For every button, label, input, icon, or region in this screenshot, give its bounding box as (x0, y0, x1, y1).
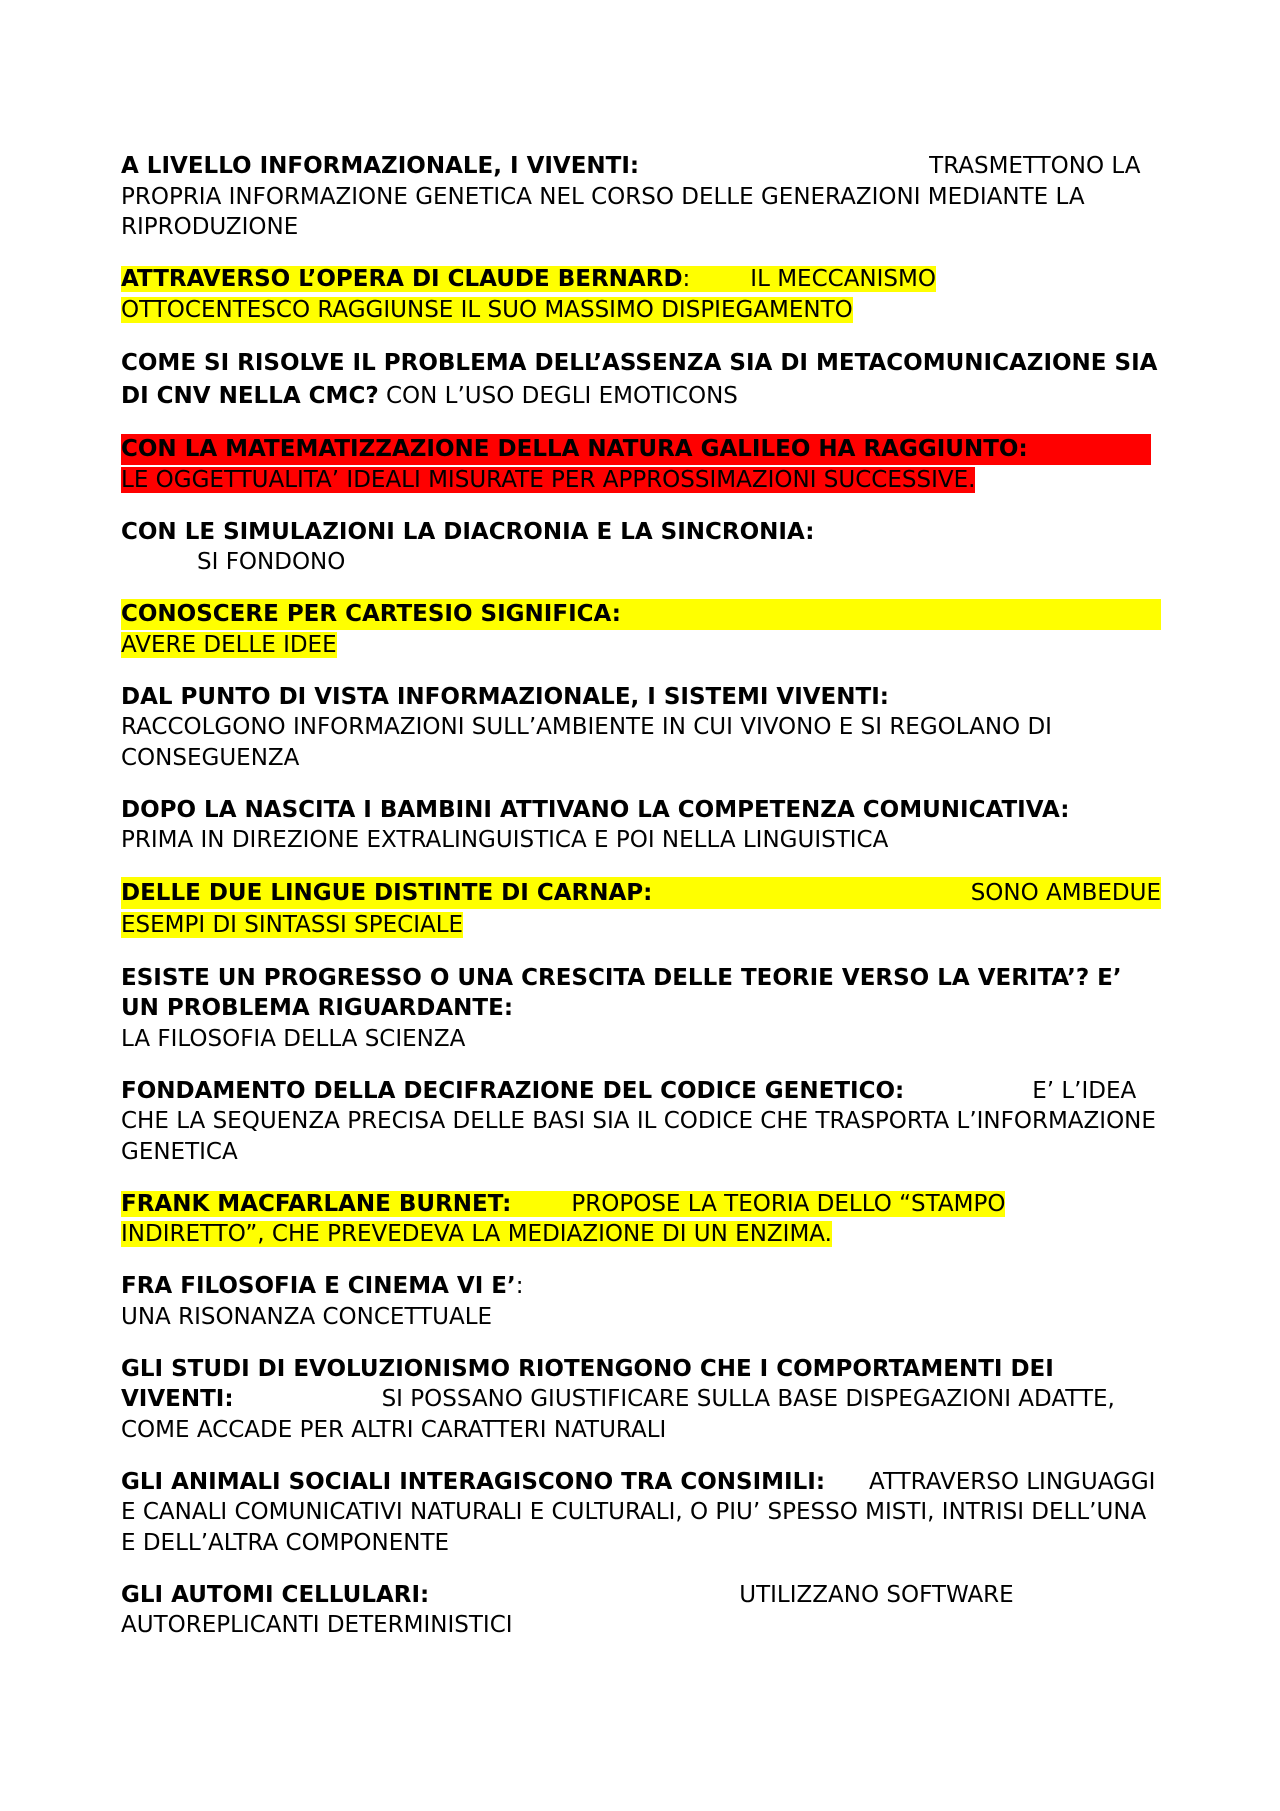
answer-text: TRASMETTONO LA PROPRIA INFORMAZIONE GENETICA NEL CORSO DELLE GENERAZIONI MEDIANTE LA RIPRODUZIONE (121, 153, 1141, 240)
qa-entry (121, 1076, 1161, 1168)
qa-entry-highlighted (121, 599, 1161, 660)
answer-text: E’ L’IDEA CHE LA SEQUENZA PRECISA DELLE BASI SIA IL CODICE CHE TRASPORTA L’INFORMAZIONE GENETICA (121, 1077, 1156, 1165)
qa-entry (121, 347, 1161, 413)
question-text: CON LE SIMULAZIONI LA DIACRONIA E LA SINCRONIA: (121, 518, 815, 545)
question-text: CONOSCERE PER CARTESIO SIGNIFICA: (121, 601, 621, 627)
question-text: GLI STUDI DI EVOLUZIONISMO RIOTENGONO CHE I COMPORTAMENTI DEI VIVENTI: (121, 1355, 1054, 1412)
answer-text-continued: ESEMPI DI SINTASSI SPECIALE (121, 912, 464, 938)
qa-entry-highlighted (121, 264, 971, 325)
separator-text: : (682, 266, 691, 292)
answer-text: SONO AMBEDUE (970, 880, 1161, 906)
question-text: GLI ANIMALI SOCIALI INTERAGISCONO TRA CONSIMILI: (121, 1468, 826, 1495)
answer-text: PROPOSE LA TEORIA DELLO “STAMPO INDIRETTO”, CHE PREVEDEVA LA MEDIAZIONE DI UN ENZIMA. (121, 1190, 1006, 1247)
answer-text: UTILIZZANO SOFTWARE AUTOREPLICANTI DETERMINISTICI (121, 1581, 1014, 1638)
answer-text: UNA RISONANZA CONCETTUALE (121, 1303, 493, 1330)
qa-entry (121, 1467, 1161, 1559)
answer-text: LE OGGETTUALITA’ IDEALI MISURATE PER APPROSSIMAZIONI SUCCESSIVE. (121, 466, 976, 493)
question-text: DELLE DUE LINGUE DISTINTE DI CARNAP: (121, 880, 653, 906)
answer-text: AVERE DELLE IDEE (121, 631, 337, 658)
question-text: COME SI RISOLVE IL PROBLEMA DELL’ASSENZA SIA DI METACOMUNICAZIONE SIA DI CNV NELLA CMC? (121, 349, 1158, 409)
qa-entry-highlighted (121, 434, 1161, 495)
question-text: CON LA MATEMATIZZAZIONE DELLA NATURA GALILEO HA RAGGIUNTO: (121, 436, 1028, 462)
qa-entry-highlighted (121, 877, 1161, 941)
question-text: FRA FILOSOFIA E CINEMA VI E’ (121, 1273, 516, 1299)
answer-text: RACCOLGONO INFORMAZIONI SULL’AMBIENTE IN CUI VIVONO E SI REGOLANO DI CONSEGUENZA (121, 714, 1052, 771)
question-text: DOPO LA NASCITA I BAMBINI ATTIVANO LA COMPETENZA COMUNICATIVA: (121, 796, 1070, 823)
question-text: GLI AUTOMI CELLULARI: (121, 1581, 430, 1608)
qa-entry (121, 151, 1161, 243)
qa-entry (121, 1580, 1081, 1641)
qa-entry (121, 795, 1161, 856)
qa-entry (121, 963, 1161, 1055)
question-text: ATTRAVERSO L’OPERA DI CLAUDE BERNARD (121, 266, 683, 292)
answer-text: LA FILOSOFIA DELLA SCIENZA (121, 1025, 466, 1052)
answer-text: CON L’USO DEGLI EMOTICONS (385, 382, 738, 409)
answer-text: SI FONDONO (197, 549, 346, 575)
answer-text: IL MECCANISMO OTTOCENTESCO RAGGIUNSE IL SUO MASSIMO DISPIEGAMENTO (121, 266, 936, 323)
question-text: FRANK MACFARLANE BURNET: (121, 1190, 512, 1217)
qa-entry (121, 517, 1161, 578)
question-text: DAL PUNTO DI VISTA INFORMAZIONALE, I SISTEMI VIVENTI: (121, 683, 889, 710)
qa-entry-highlighted (121, 1189, 1041, 1250)
question-text: A LIVELLO INFORMAZIONALE, I VIVENTI: (121, 153, 640, 179)
answer-text: SI POSSANO GIUSTIFICARE SULLA BASE DISPEGAZIONI ADATTE, COME ACCADE PER ALTRI CARATTERI NATURALI (121, 1386, 1115, 1443)
document-body (121, 151, 1161, 1662)
qa-entry (121, 1354, 1161, 1446)
question-text: FONDAMENTO DELLA DECIFRAZIONE DEL CODICE GENETICO: (121, 1077, 905, 1104)
answer-text: PRIMA IN DIREZIONE EXTRALINGUISTICA E POI NELLA LINGUISTICA (121, 827, 889, 853)
qa-entry (121, 1271, 1161, 1332)
separator-text: : (515, 1273, 524, 1299)
answer-text: ATTRAVERSO LINGUAGGI E CANALI COMUNICATIVI NATURALI E CULTURALI, O PIU’ SPESSO MISTI, INTRISI DELL’UNA E DELL’ALTRA COMPONENTE (121, 1468, 1156, 1556)
question-text: ESISTE UN PROGRESSO O UNA CRESCITA DELLE TEORIE VERSO LA VERITA’? E’ UN PROBLEMA RIGUARDANTE: (121, 964, 1122, 1021)
qa-entry (121, 682, 1161, 774)
